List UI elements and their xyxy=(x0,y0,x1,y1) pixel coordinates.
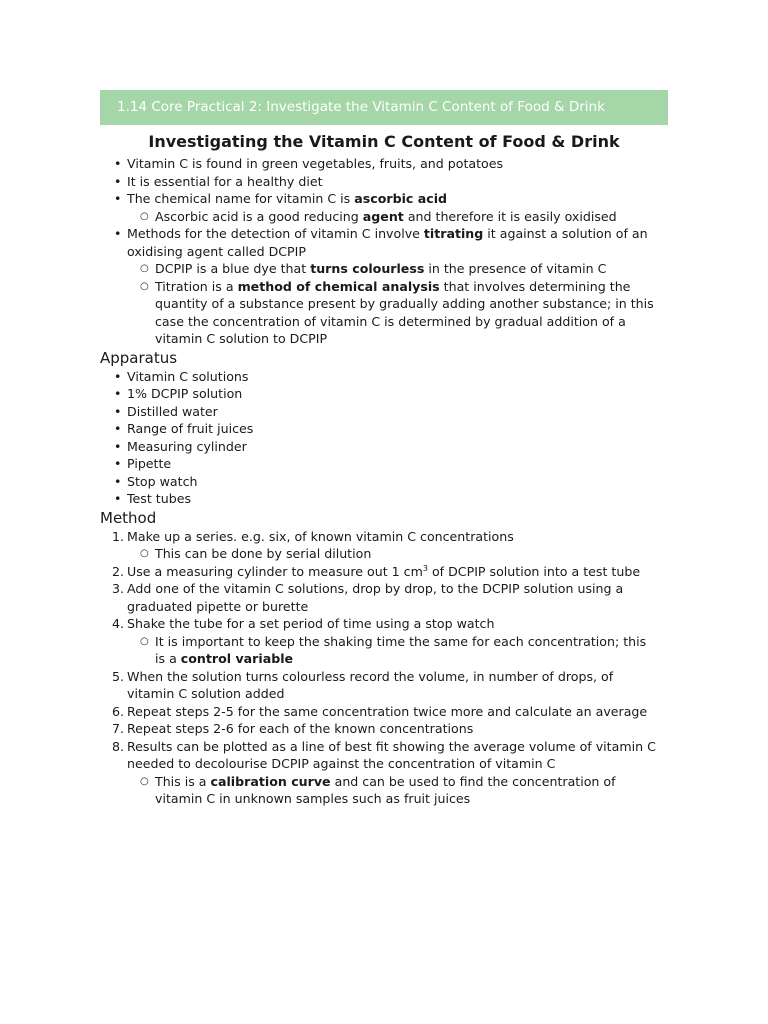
list-item-text: and therefore it is easily oxidised xyxy=(403,208,617,224)
list-item-text: This is a xyxy=(155,773,211,789)
list-item-text: When the solution turns colourless record the volume, in number of drops, of xyxy=(127,668,614,684)
list-item-text: DCPIP is a blue dye that xyxy=(155,261,311,276)
sub-list-item xyxy=(100,278,680,348)
apparatus-list xyxy=(100,368,680,508)
intro-list xyxy=(100,155,680,348)
bullet-icon xyxy=(114,190,121,208)
list-item xyxy=(100,155,680,173)
list-item-text: Results can be plotted as a line of best fit showing the average volume of vitamin C xyxy=(127,738,656,754)
method-step xyxy=(100,703,680,721)
list-item-text: vitamin C solution to DCPIP xyxy=(155,331,328,346)
list-item-text: Repeat steps 2-5 for the same concentration twice more and calculate an average xyxy=(127,703,648,719)
bullet-icon xyxy=(114,403,121,421)
list-item xyxy=(100,190,680,208)
circle-bullet-icon xyxy=(140,545,149,563)
bullet-icon xyxy=(114,473,121,491)
bullet-icon xyxy=(114,225,121,243)
bullet-icon xyxy=(114,155,121,173)
list-item-text: Measuring cylinder xyxy=(127,438,247,454)
list-item-text: Add one of the vitamin C solutions, drop by drop, to the DCPIP solution using a xyxy=(127,581,624,596)
method-step xyxy=(100,580,680,615)
step-number: 4. xyxy=(112,616,125,631)
method-step xyxy=(100,668,680,703)
list-item-text: vitamin C in unknown samples such as fruit juices xyxy=(155,791,471,806)
bullet-icon xyxy=(114,438,121,456)
step-number: 2. xyxy=(112,563,125,579)
bold-term: ascorbic acid xyxy=(354,191,448,206)
list-item-text: Pipette xyxy=(127,456,172,471)
superscript: 3 xyxy=(422,563,428,573)
list-item-text: quantity of a substance present by gradually adding another substance; in this xyxy=(155,296,654,311)
list-item xyxy=(100,385,680,403)
bold-term: turns colourless xyxy=(310,261,425,276)
section-banner: 1.14 Core Practical 2: Investigate the Vitamin C Content of Food & Drink xyxy=(100,90,668,125)
method-list xyxy=(100,528,680,808)
sub-list-item xyxy=(100,773,680,808)
circle-bullet-icon xyxy=(140,773,149,791)
list-item-text: Make up a series. e.g. six, of known vitamin C concentrations xyxy=(127,528,514,544)
bold-term: calibration curve xyxy=(210,773,331,789)
sub-list-item xyxy=(100,545,680,563)
bullet-icon xyxy=(114,173,121,191)
list-item-text: that involves determining the xyxy=(439,278,631,294)
step-number: 6. xyxy=(112,703,125,719)
list-item-text: This can be done by serial dilution xyxy=(155,546,372,561)
bullet-icon xyxy=(114,368,121,386)
list-item xyxy=(100,173,680,191)
bullet-icon xyxy=(114,385,121,403)
list-item-text: is a xyxy=(155,651,181,666)
bullet-icon xyxy=(114,420,121,438)
method-heading: Method xyxy=(100,508,157,527)
list-item xyxy=(100,225,680,260)
list-item-text: It is essential for a healthy diet xyxy=(127,173,323,189)
list-item-text: Test tubes xyxy=(127,491,192,506)
list-item-text: Vitamin C solutions xyxy=(127,368,249,384)
document-body xyxy=(100,155,680,808)
sub-list-item xyxy=(100,208,680,226)
list-item xyxy=(100,490,680,508)
list-item-text: case the concentration of vitamin C is determined by gradual addition of a xyxy=(155,313,626,329)
list-item-text: The chemical name for vitamin C is xyxy=(127,191,355,206)
bold-term: control variable xyxy=(180,651,294,666)
list-item-text: graduated pipette or burette xyxy=(127,598,309,614)
page-title: Investigating the Vitamin C Content of Food & Drink xyxy=(148,132,620,151)
list-item-text: Methods for the detection of vitamin C involve xyxy=(127,226,424,241)
list-item xyxy=(100,420,680,438)
list-item-text: Vitamin C is found in green vegetables, fruits, and potatoes xyxy=(127,156,504,171)
list-item-text: oxidising agent called DCPIP xyxy=(127,243,306,259)
list-item-text: Range of fruit juices xyxy=(127,421,254,436)
list-item-text: it against a solution of an xyxy=(483,226,648,241)
list-item-text: Shake the tube for a set period of time using a stop watch xyxy=(127,616,495,631)
step-number: 1. xyxy=(112,528,125,544)
bold-term: titrating xyxy=(423,226,484,241)
list-item-text: Repeat steps 2-6 for each of the known concentrations xyxy=(127,721,474,736)
circle-bullet-icon xyxy=(140,278,149,296)
bold-term: method of chemical analysis xyxy=(237,278,440,294)
apparatus-heading: Apparatus xyxy=(100,348,178,367)
step-number: 3. xyxy=(112,581,125,596)
method-step xyxy=(100,528,680,546)
list-item xyxy=(100,473,680,491)
list-item-text: Stop watch xyxy=(127,473,198,489)
step-number: 7. xyxy=(112,721,125,736)
method-step xyxy=(100,738,680,773)
sub-list-item xyxy=(100,260,680,278)
sub-list-item xyxy=(100,633,680,668)
list-item-text: Distilled water xyxy=(127,403,218,419)
list-item-text: Use a measuring cylinder to measure out 1 cm xyxy=(127,563,423,579)
list-item-text: 1% DCPIP solution xyxy=(127,386,243,401)
list-item-text: of DCPIP solution into a test tube xyxy=(427,563,641,579)
bullet-icon xyxy=(114,490,121,508)
list-item-text: needed to decolourise DCPIP against the concentration of vitamin C xyxy=(127,756,556,771)
method-step xyxy=(100,720,680,738)
list-item xyxy=(100,438,680,456)
circle-bullet-icon xyxy=(140,260,149,278)
bold-term: agent xyxy=(362,208,404,224)
step-number: 8. xyxy=(112,738,125,754)
list-item-text: in the presence of vitamin C xyxy=(424,261,607,276)
circle-bullet-icon xyxy=(140,208,149,226)
list-item xyxy=(100,455,680,473)
list-item-text: and can be used to find the concentration of xyxy=(330,773,616,789)
list-item-text: vitamin C solution added xyxy=(127,686,285,701)
list-item xyxy=(100,403,680,421)
list-item-text: Titration is a xyxy=(155,278,238,294)
bullet-icon xyxy=(114,455,121,473)
method-step xyxy=(100,615,680,633)
circle-bullet-icon xyxy=(140,633,149,651)
list-item xyxy=(100,368,680,386)
list-item-text: It is important to keep the shaking time the same for each concentration; this xyxy=(155,633,647,649)
list-item-text: Ascorbic acid is a good reducing xyxy=(155,208,363,224)
step-number: 5. xyxy=(112,668,125,684)
method-step xyxy=(100,563,680,581)
